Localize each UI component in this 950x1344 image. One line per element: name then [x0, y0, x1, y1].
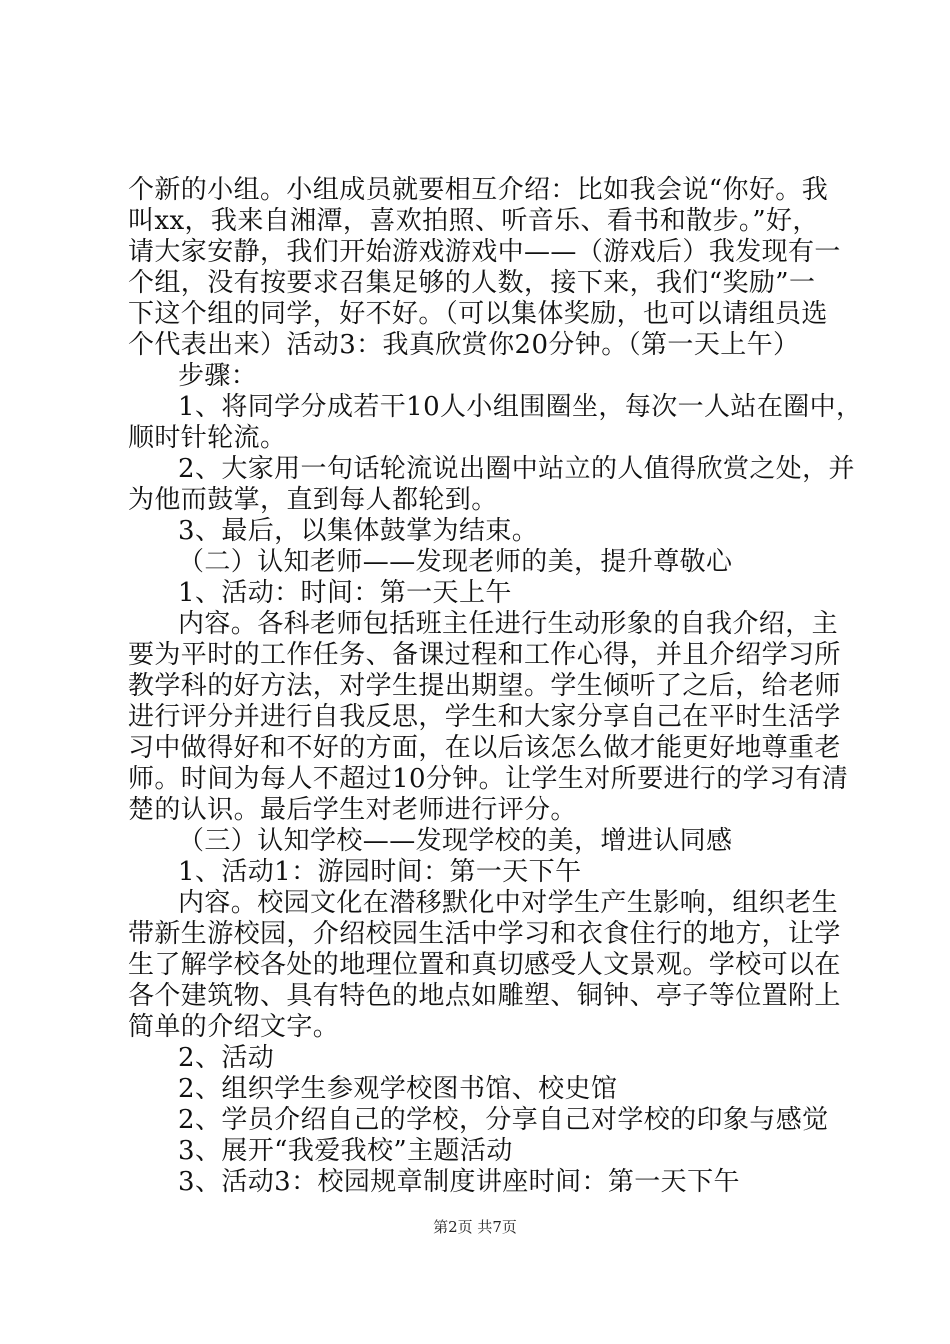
text-line: 3、活动3：校园规章制度讲座时间：第一天下午	[178, 1167, 740, 1197]
section-heading: （二）认知老师——发现老师的美，提升尊敬心	[178, 547, 733, 577]
text-line: 内容。校园文化在潜移默化中对学生产生影响，组织老生	[178, 888, 839, 918]
text-line: 下这个组的同学，好不好。（可以集体奖励，也可以请组员选	[128, 299, 828, 329]
section-heading: （三）认知学校——发现学校的美，增进认同感	[178, 826, 733, 856]
text-line: 2、组织学生参观学校图书馆、校史馆	[178, 1074, 618, 1104]
text-line: 2、活动	[178, 1043, 275, 1073]
text-line: 1、活动1：游园时间：第一天下午	[178, 857, 582, 887]
text-line: 个组，没有按要求召集足够的人数，接下来，我们“奖励”一	[128, 268, 816, 298]
text-line: 1、活动：时间：第一天上午	[178, 578, 512, 608]
text-line: 1、将同学分成若干10人小组围圈坐，每次一人站在圈中，	[178, 392, 863, 422]
text-line: 进行评分并进行自我反思，学生和大家分享自己在平时生活学	[128, 702, 841, 732]
text-line: 楚的认识。最后学生对老师进行评分。	[128, 795, 577, 825]
text-line: 3、展开“我爱我校”主题活动	[178, 1136, 513, 1166]
text-line: 叫xx，我来自湘潭，喜欢拍照、听音乐、看书和散步。”好，	[128, 206, 819, 236]
text-line: 师。时间为每人不超过10分钟。让学生对所要进行的学习有清	[128, 764, 849, 794]
text-line: 2、学员介绍自己的学校，分享自己对学校的印象与感觉	[178, 1105, 829, 1135]
text-line: 个代表出来）活动3：我真欣赏你20分钟。（第一天上午）	[128, 330, 800, 360]
text-line: 生了解学校各处的地理位置和真切感受人文景观。学校可以在	[128, 950, 841, 980]
text-line: 要为平时的工作任务、备课过程和工作心得，并且介绍学习所	[128, 640, 841, 670]
text-line: 请大家安静，我们开始游戏游戏中——（游戏后）我发现有一	[128, 237, 841, 267]
text-line: 为他而鼓掌，直到每人都轮到。	[128, 485, 498, 515]
text-line: 简单的介绍文字。	[128, 1012, 340, 1042]
text-line: 3、最后，以集体鼓掌为结束。	[178, 516, 539, 546]
text-line: 顺时针轮流。	[128, 423, 287, 453]
text-line: 内容。各科老师包括班主任进行生动形象的自我介绍，主	[178, 609, 839, 639]
page-footer: 第2页 共7页	[433, 1218, 517, 1236]
text-line: 2、大家用一句话轮流说出圈中站立的人值得欣赏之处，并	[178, 454, 855, 484]
text-line: 各个建筑物、具有特色的地点如雕塑、铜钟、亭子等位置附上	[128, 981, 841, 1011]
text-line: 步骤：	[178, 361, 258, 391]
text-line: 习中做得好和不好的方面，在以后该怎么做才能更好地尊重老	[128, 733, 841, 763]
text-line: 个新的小组。小组成员就要相互介绍：比如我会说“你好。我	[128, 175, 829, 205]
text-line: 带新生游校园，介绍校园生活中学习和衣食住行的地方，让学	[128, 919, 841, 949]
text-line: 教学科的好方法，对学生提出期望。学生倾听了之后，给老师	[128, 671, 841, 701]
